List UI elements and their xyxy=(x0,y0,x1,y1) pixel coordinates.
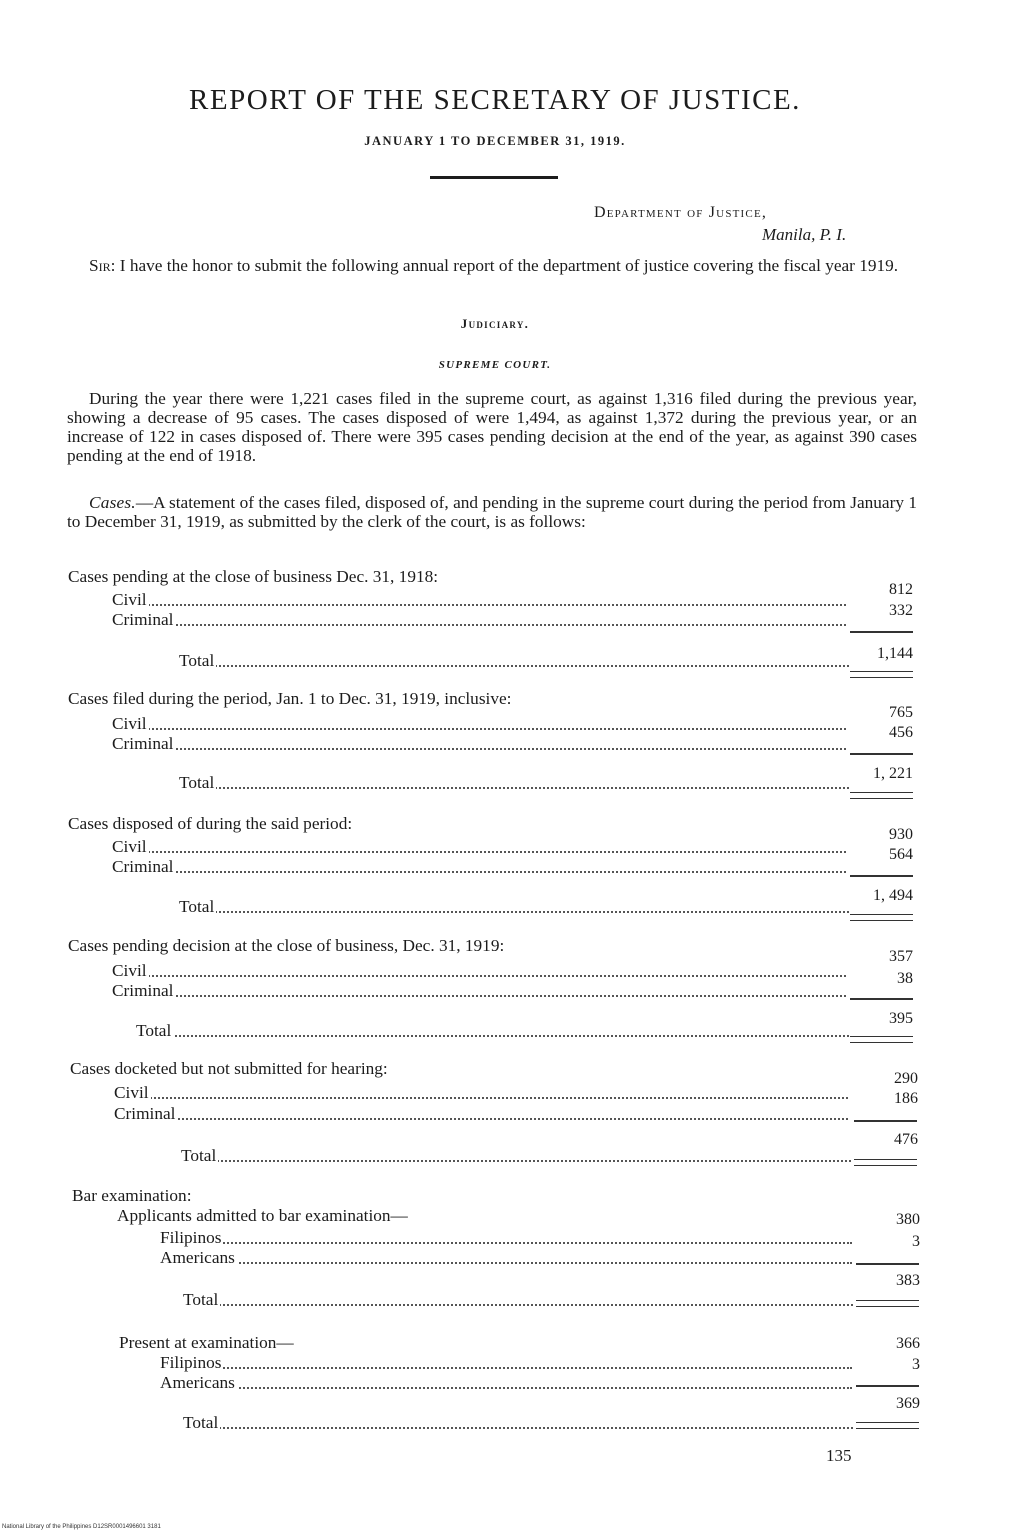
cases-text: —A statement of the cases filed, disposed of, and pending in the supreme court during the period from January 1 to December 31, 1919, as submitted by the clerk of the court, is as follows: xyxy=(67,493,917,531)
total-value: 383 xyxy=(896,1272,920,1289)
total-double-rule xyxy=(850,671,913,678)
row-value: 366 xyxy=(896,1335,920,1352)
total-double-rule xyxy=(856,1300,919,1307)
heading-judiciary: Judiciary. xyxy=(460,316,530,331)
row-label: Criminal xyxy=(114,1104,176,1123)
total-row xyxy=(179,651,849,673)
total-label: Total xyxy=(179,897,215,916)
total-double-rule xyxy=(850,1036,913,1043)
row-label: Americans xyxy=(160,1373,235,1392)
total-value: 1,144 xyxy=(877,645,913,662)
bar-heading: Bar examination: xyxy=(72,1186,192,1205)
subtotal-rule xyxy=(850,753,913,755)
archive-footer: National Library of the Philippines D12SR0001496601 3181 xyxy=(2,1524,161,1530)
row-label: Filipinos xyxy=(160,1353,222,1372)
table-row xyxy=(112,961,846,983)
subtotal-rule xyxy=(856,1263,919,1265)
total-label: Total xyxy=(181,1146,217,1165)
row-value: 564 xyxy=(889,846,913,863)
bar-present-heading: Present at examination— xyxy=(119,1333,294,1352)
table-row xyxy=(112,857,846,879)
cases-paragraph xyxy=(67,493,917,531)
total-row xyxy=(136,1021,849,1043)
table-row xyxy=(114,1104,848,1126)
table-row xyxy=(160,1353,852,1375)
summary-paragraph: During the year there were 1,221 cases filed in the supreme court, as against 1,316 filed during the previous year, showing a decrease of 95 cases. The cases disposed of were 1,494, as against 1,372 during the previous year, or an increase of 122 in cases disposed of. There were 395 cases pending decision at the end of the year, as against 390 cases pending at the end of 1918. xyxy=(67,389,917,465)
section-heading: Cases pending at the close of business Dec. 31, 1918: xyxy=(68,567,439,586)
row-label: Civil xyxy=(112,590,147,609)
section-heading: Cases pending decision at the close of business, Dec. 31, 1919: xyxy=(68,936,505,955)
bar-admitted-heading: Applicants admitted to bar examination— xyxy=(117,1206,408,1225)
row-value: 38 xyxy=(897,970,913,987)
subtotal-rule xyxy=(850,875,913,877)
row-label: Civil xyxy=(112,837,147,856)
row-value: 332 xyxy=(889,602,913,619)
row-value: 357 xyxy=(889,948,913,965)
intro-paragraph xyxy=(67,256,917,275)
row-label: Civil xyxy=(114,1083,149,1102)
intro-text: I have the honor to submit the following annual report of the department of justice covering the fiscal year 1919. xyxy=(119,256,899,275)
section-heading: Cases filed during the period, Jan. 1 to Dec. 31, 1919, inclusive: xyxy=(68,689,512,708)
total-row xyxy=(183,1413,853,1435)
table-row xyxy=(160,1228,852,1250)
row-label: Criminal xyxy=(112,610,174,629)
total-double-rule xyxy=(850,792,913,799)
report-date-range: JANUARY 1 TO DECEMBER 31, 1919. xyxy=(364,134,626,148)
total-label: Total xyxy=(183,1413,219,1432)
row-value: 812 xyxy=(889,581,913,598)
row-label: Civil xyxy=(112,714,147,733)
table-row xyxy=(112,734,846,756)
total-label: Total xyxy=(179,773,215,792)
department-line: Department of Justice, xyxy=(594,204,768,221)
table-row xyxy=(112,714,846,736)
total-label: Total xyxy=(179,651,215,670)
row-label: Criminal xyxy=(112,981,174,1000)
total-label: Total xyxy=(183,1290,219,1309)
total-value: 369 xyxy=(896,1395,920,1412)
total-row xyxy=(179,897,849,919)
total-row xyxy=(181,1146,851,1168)
title-divider xyxy=(430,176,558,179)
table-row xyxy=(112,981,846,1003)
row-value: 456 xyxy=(889,724,913,741)
row-value: 930 xyxy=(889,826,913,843)
total-value: 1, 494 xyxy=(873,887,913,904)
subtotal-rule xyxy=(850,631,913,633)
row-label: Criminal xyxy=(112,734,174,753)
total-row xyxy=(183,1290,853,1312)
row-value: 765 xyxy=(889,704,913,721)
heading-supreme-court: SUPREME COURT. xyxy=(438,359,552,371)
row-label: Criminal xyxy=(112,857,174,876)
total-row xyxy=(179,773,849,795)
table-row xyxy=(112,837,846,859)
table-row xyxy=(114,1083,848,1105)
table-row xyxy=(160,1248,852,1270)
row-value: 186 xyxy=(894,1090,918,1107)
total-value: 1, 221 xyxy=(873,765,913,782)
total-value: 476 xyxy=(894,1131,918,1148)
table-row xyxy=(112,590,846,612)
total-label: Total xyxy=(136,1021,172,1040)
section-heading: Cases disposed of during the said period: xyxy=(68,814,353,833)
cases-lead: Cases. xyxy=(89,493,136,512)
row-value: 3 xyxy=(912,1356,920,1373)
total-double-rule xyxy=(850,914,913,921)
subtotal-rule xyxy=(854,1120,917,1122)
place-line: Manila, P. I. xyxy=(762,225,847,244)
report-title: REPORT OF THE SECRETARY OF JUSTICE. xyxy=(189,84,801,116)
table-row xyxy=(160,1373,852,1395)
section-heading: Cases docketed but not submitted for hearing: xyxy=(70,1059,388,1078)
row-value: 3 xyxy=(912,1233,920,1250)
total-value: 395 xyxy=(889,1010,913,1027)
row-value: 380 xyxy=(896,1211,920,1228)
row-label: Civil xyxy=(112,961,147,980)
total-double-rule xyxy=(854,1159,917,1166)
subtotal-rule xyxy=(850,998,913,1000)
salutation: Sir: xyxy=(89,256,116,275)
table-row xyxy=(112,610,846,632)
total-double-rule xyxy=(856,1422,919,1429)
row-value: 290 xyxy=(894,1070,918,1087)
subtotal-rule xyxy=(856,1385,919,1387)
page-number: 135 xyxy=(826,1446,852,1465)
row-label: Americans xyxy=(160,1248,235,1267)
row-label: Filipinos xyxy=(160,1228,222,1247)
